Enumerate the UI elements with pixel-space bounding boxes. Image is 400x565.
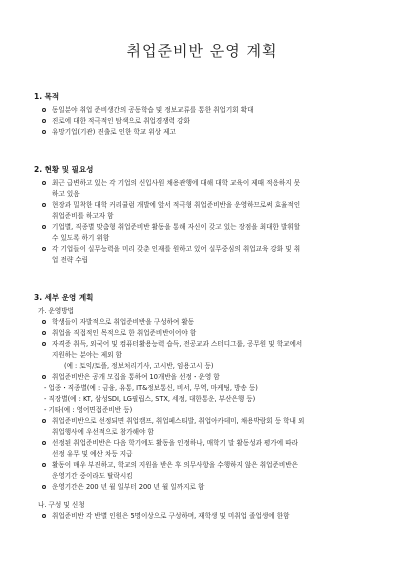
document-title: 취업준비반 운영 계획 (126, 42, 278, 60)
list-item: 취업을 직접적인 목적으로 한 취업준비반이어야 함 (30, 328, 374, 339)
circle-bullet-icon (42, 419, 46, 423)
subsection-heading: 나. 구성 및 신청 (38, 501, 85, 509)
circle-bullet-icon (42, 441, 46, 445)
list-item: 기업별, 직종별 맞춤형 취업준비반 활동을 통해 자신이 갖고 있는 장점을 최대한 발휘할 수 있도록 하기 위함 (30, 222, 374, 244)
circle-bullet-icon (42, 108, 46, 112)
list-item: 운영기간은 200 년 월 일부터 200 년 월 일까지로 함 (30, 482, 374, 493)
dash-item: - 직장별(예 : KT, 삼성SDI, LG필립스, STX, 세정, 대한통운, 부산은행 등) (44, 395, 256, 403)
circle-bullet-icon (42, 485, 46, 489)
list-item: 현장과 밀착한 대학 커리큘럼 개발에 앞서 적극형 취업준비반을 운영하므로써 효율적인 취업준비를 하고자 함 (30, 200, 374, 222)
list-item: 진로에 대한 적극적인 탐색으로 취업경쟁력 강화 (30, 116, 374, 127)
circle-bullet-icon (42, 331, 46, 335)
list-item: 선정된 취업준비반은 다음 학기에도 활동을 인정하나, 매학기 말 활동성과 평가에 따라 선정 유무 및 예산 차등 지급 (30, 438, 374, 460)
circle-bullet-icon (42, 320, 46, 324)
dash-item: - 기타(예 : 영어면접준비반 등) (44, 406, 133, 414)
dash-item: - 업종・직종별(예 : 금융, 유통, IT&정보통신, 비서, 무역, 마케팅, 방송 등) (44, 384, 258, 392)
list-item: 활동이 매우 부진하고, 학교의 지원을 받은 후 의무사항을 수행하지 않은 취업준비반은 운영기간 중이라도 탈락시킴 (30, 460, 374, 482)
circle-bullet-icon (42, 375, 46, 379)
list-item: 각 기업들이 실무능력을 미리 갖춘 인재를 원하고 있어 실무중심의 취업교육 강화 및 취 업 전략 수립 (30, 244, 374, 266)
list-item: 유망기업(기관) 진출로 인한 학교 위상 제고 (30, 127, 374, 138)
circle-bullet-icon (42, 463, 46, 467)
section-status-necessity (30, 164, 374, 266)
list-item: 자격증 취득, 외국어 및 컴퓨터활용능력 습득, 전공교과 스터디그룹, 공무원 및 학교에서 지원하는 분야는 제외 함 (30, 339, 374, 361)
circle-bullet-icon (42, 342, 46, 346)
section-heading: 2. 현황 및 필요성 (34, 165, 94, 174)
list-item-note: (예 : 토익/토플, 정보처리기사, 고시반, 임용고시 등) (64, 362, 214, 370)
list-item: 동일분야 취업 준비생간의 공동학습 및 정보교류를 통한 취업기회 확대 (30, 105, 374, 116)
section-detailed-plan (30, 292, 374, 522)
list-item: 취업준비반 각 반별 인원은 5명이상으로 구성하며, 재학생 및 미취업 졸업생에 한함 (30, 511, 374, 522)
section-purpose (30, 91, 374, 138)
list-item: 최근 급변하고 있는 각 기업의 신입사원 채용관행에 대해 대학 교육이 제때 적응하지 못 하고 있음 (30, 178, 374, 200)
circle-bullet-icon (42, 203, 46, 207)
list-item: 학생들이 자발적으로 취업준비반을 구성하여 활동 (30, 317, 374, 328)
circle-bullet-icon (42, 130, 46, 134)
circle-bullet-icon (42, 514, 46, 518)
list-item: 취업준비반은 공개 모집을 통하여 10개반을 선정・운영 함 (30, 372, 374, 383)
section-heading: 1. 목적 (34, 92, 60, 101)
circle-bullet-icon (42, 181, 46, 185)
circle-bullet-icon (42, 247, 46, 251)
section-heading: 3. 세부 운영 계획 (34, 293, 94, 302)
subsection-heading: 가. 운영방법 (38, 307, 75, 315)
circle-bullet-icon (42, 119, 46, 123)
list-item: 취업준비반으로 선정되면 취업캠프, 취업페스티발, 취업아카데미, 채용박람회 등 학내 외 취업행사에 우선적으로 참가해야 함 (30, 416, 374, 438)
circle-bullet-icon (42, 225, 46, 229)
